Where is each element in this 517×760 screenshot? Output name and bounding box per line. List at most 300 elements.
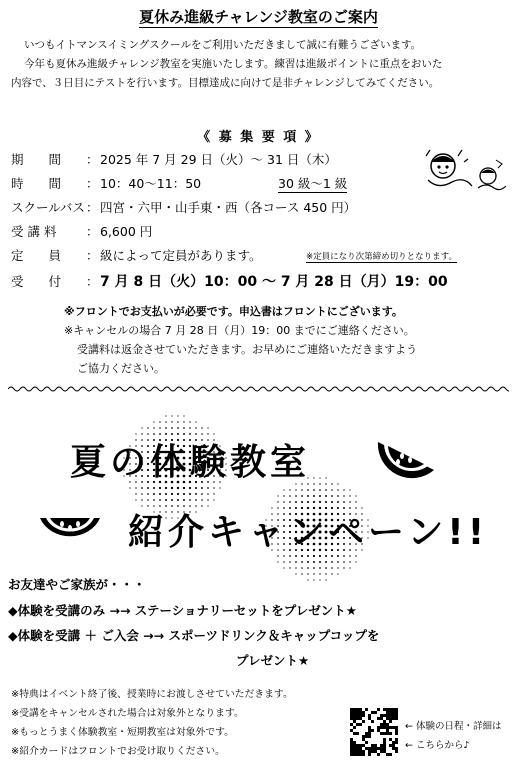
qr-module (392, 741, 395, 744)
halftone-dot (159, 487, 161, 489)
qr-module (380, 726, 383, 729)
promo-lead: お友達やご家族が・・・ (8, 577, 146, 592)
halftone-dot (289, 495, 291, 497)
qr-module (365, 741, 368, 744)
halftone-dot (319, 495, 321, 497)
halftone-dot (301, 561, 303, 563)
qr-module (359, 744, 362, 747)
qr-module (362, 750, 365, 753)
qr-module (353, 708, 356, 711)
qr-module (377, 726, 380, 729)
qr-module (368, 732, 371, 735)
halftone-dot (165, 415, 166, 416)
qr-module (353, 732, 356, 735)
qr-module (353, 711, 356, 714)
qr-module (389, 726, 392, 729)
halftone-dot (171, 427, 173, 429)
qr-module (356, 753, 359, 756)
halftone-dot (313, 573, 314, 574)
halftone-dot (147, 487, 149, 489)
qr-module (368, 753, 371, 756)
qr-module (383, 744, 386, 747)
qr-module (389, 738, 392, 741)
qr-module (377, 729, 380, 732)
halftone-dot (207, 427, 208, 428)
halftone-dot (301, 567, 303, 569)
halftone-dot (331, 489, 333, 491)
halftone-dot (201, 487, 203, 489)
halftone-dot (355, 561, 356, 562)
intro-line-3: 内容で、３日目にテストを行います。目標達成に向けて是非チャレンジしてみてください。 (11, 77, 440, 89)
halftone-dot (165, 487, 167, 489)
halftone-dot (195, 493, 197, 495)
halftone-dot (177, 487, 179, 489)
period-value: 2025 年 7 月 29 日（火）～ 31 日（木） (100, 152, 337, 167)
halftone-dot (183, 427, 185, 429)
qr-module (356, 723, 359, 726)
cancel-note-1: ※キャンセルの場合 7 月 28 日（月）19：00 までにご連絡ください。 (64, 324, 415, 337)
halftone-dot (349, 567, 350, 568)
halftone-dot (343, 555, 345, 557)
halftone-dot (307, 555, 309, 557)
halftone-dot (307, 567, 309, 569)
halftone-dot (171, 421, 172, 422)
halftone-dot (313, 579, 314, 580)
cancel-note-2: 受講料は返金させていただきます。お早めにご連絡いただきますよう (77, 343, 418, 356)
halftone-dot (319, 573, 320, 574)
halftone-dot (325, 573, 326, 574)
qr-module (383, 750, 386, 753)
qr-module (350, 729, 353, 732)
halftone-dot (213, 499, 214, 500)
qr-module (392, 744, 395, 747)
qr-module (365, 747, 368, 750)
halftone-dot (189, 499, 191, 501)
watermelon-icon (36, 510, 104, 550)
qr-module (386, 729, 389, 732)
qr-module (395, 711, 398, 714)
halftone-dot (283, 555, 285, 557)
halftone-dot (165, 421, 166, 422)
qr-module (395, 708, 398, 711)
fee-label: 受 講 料 (11, 224, 57, 239)
qr-module (362, 711, 365, 714)
capacity-value: 級によって定員があります。 (100, 248, 262, 263)
qr-module (386, 732, 389, 735)
halftone-dot (183, 487, 185, 489)
colon: ： (86, 152, 99, 167)
halftone-dot (325, 489, 327, 491)
halftone-dot (189, 421, 190, 422)
halftone-dot (337, 573, 338, 574)
qr-module (353, 714, 356, 717)
qr-module (389, 720, 392, 723)
qr-module (389, 753, 392, 756)
halftone-dot (289, 561, 291, 563)
qr-module (386, 753, 389, 756)
halftone-dot (313, 501, 315, 503)
qr-caption-line2: ← こちらから♪ (405, 740, 470, 751)
halftone-dot (283, 567, 284, 568)
qr-module (374, 750, 377, 753)
halftone-dot (277, 555, 278, 556)
halftone-dot (135, 487, 136, 488)
qr-module (392, 708, 395, 711)
halftone-dot (189, 493, 191, 495)
intro-line-2: 今年も夏休み進級チャレンジ教室を実施いたします。練習は進級ポイントに重点をおいた (24, 58, 443, 70)
qr-module (383, 747, 386, 750)
halftone-dot (195, 421, 196, 422)
qr-module (362, 753, 365, 756)
qr-module (380, 750, 383, 753)
footnote-2: ※受講をキャンセルされた場合は対象外となります。 (11, 708, 244, 719)
halftone-dot (337, 561, 339, 563)
period-label: 期 間 (11, 152, 62, 167)
qr-module (350, 723, 353, 726)
halftone-dot (147, 493, 149, 495)
halftone-dot (301, 489, 303, 491)
halftone-dot (177, 415, 178, 416)
halftone-dot (325, 495, 327, 497)
qr-module (350, 753, 353, 756)
halftone-dot (343, 567, 344, 568)
qr-module (386, 708, 389, 711)
halftone-dot (153, 499, 155, 501)
halftone-dot (313, 489, 315, 491)
halftone-dot (159, 427, 161, 429)
halftone-dot (135, 493, 136, 494)
qr-module (356, 717, 359, 720)
halftone-dot (141, 499, 142, 500)
offer-2-continued: プレゼント★ (236, 653, 310, 668)
halftone-dot (319, 567, 321, 569)
qr-module (392, 726, 395, 729)
qr-module (383, 738, 386, 741)
qr-module (386, 711, 389, 714)
qr-module (389, 708, 392, 711)
halftone-dot (337, 483, 338, 484)
qr-module (374, 744, 377, 747)
qr-module (395, 738, 398, 741)
qr-module (368, 729, 371, 732)
halftone-dot (337, 495, 339, 497)
colon: ： (86, 176, 99, 191)
halftone-dot (207, 493, 209, 495)
halftone-dot (147, 499, 149, 501)
qr-module (371, 720, 374, 723)
halftone-dot (349, 501, 351, 503)
halftone-dot (301, 555, 303, 557)
qr-module (350, 741, 353, 744)
qr-module (377, 747, 380, 750)
qr-module (383, 732, 386, 735)
halftone-dot (201, 493, 203, 495)
qr-module (371, 711, 374, 714)
qr-module (353, 717, 356, 720)
halftone-dot (165, 493, 167, 495)
halftone-dot (201, 499, 203, 501)
qr-module (359, 723, 362, 726)
halftone-dot (301, 495, 303, 497)
qr-module (365, 732, 368, 735)
halftone-dot (177, 427, 179, 429)
qr-module (362, 735, 365, 738)
halftone-dot (331, 573, 332, 574)
halftone-dot (171, 499, 173, 501)
bus-label: スクールバス (11, 200, 85, 215)
halftone-dot (171, 415, 172, 416)
halftone-dot (183, 415, 184, 416)
qr-module (392, 747, 395, 750)
qr-caption-line1: ← 体験の日程・詳細は (405, 721, 502, 732)
qr-module (356, 714, 359, 717)
halftone-dot (295, 489, 296, 490)
qr-module (395, 726, 398, 729)
halftone-dot (129, 487, 130, 488)
halftone-dot (307, 579, 308, 580)
halftone-dot (141, 493, 143, 495)
qr-module (392, 711, 395, 714)
halftone-dot (141, 487, 143, 489)
footnote-4: ※紹介カードはフロントでお受け取りください。 (11, 746, 225, 757)
front-note: ※フロントでお支払いが必要です。申込書はフロントにございます。 (64, 305, 403, 318)
qr-module (356, 747, 359, 750)
halftone-dot (213, 487, 214, 488)
qr-module (359, 711, 362, 714)
halftone-dot (349, 489, 350, 490)
halftone-dot (349, 561, 350, 562)
promo-title-line2: 紹介キャンペーン!! (128, 512, 489, 553)
halftone-dot (313, 567, 315, 569)
colon: ： (86, 224, 99, 239)
qr-module (353, 750, 356, 753)
qr-module (383, 720, 386, 723)
page-title (0, 6, 517, 27)
halftone-dot (195, 499, 197, 501)
qr-module (350, 714, 353, 717)
qr-module (374, 747, 377, 750)
halftone-dot (343, 495, 345, 497)
halftone-dot (177, 499, 179, 501)
qr-module (356, 750, 359, 753)
qr-module (386, 714, 389, 717)
halftone-dot (153, 427, 154, 428)
qr-module (377, 753, 380, 756)
halftone-dot (295, 573, 296, 574)
qr-module (380, 717, 383, 720)
halftone-dot (289, 555, 291, 557)
halftone-dot (277, 501, 278, 502)
qr-module (383, 708, 386, 711)
halftone-dot (153, 487, 155, 489)
halftone-dot (147, 427, 148, 428)
qr-module (353, 747, 356, 750)
reception-label: 受 付 (11, 274, 62, 289)
qr-module (350, 738, 353, 741)
capacity-note: ※定員になり次第締め切りとなります。 (306, 252, 457, 262)
qr-module (356, 732, 359, 735)
qr-module (395, 747, 398, 750)
qr-module (389, 714, 392, 717)
halftone-dot (295, 567, 296, 568)
qr-module (395, 750, 398, 753)
qr-module (389, 717, 392, 720)
qr-module (353, 720, 356, 723)
halftone-dot (277, 561, 278, 562)
qr-module (371, 744, 374, 747)
halftone-dot (325, 561, 327, 563)
halftone-dot (313, 483, 314, 484)
halftone-dot (337, 489, 338, 490)
halftone-dot (219, 487, 220, 488)
halftone-dot (165, 499, 167, 501)
halftone-dot (349, 555, 351, 557)
qr-code-icon[interactable] (350, 708, 398, 756)
qr-module (359, 708, 362, 711)
halftone-dot (325, 555, 327, 557)
halftone-dot (283, 501, 285, 503)
halftone-dot (159, 493, 161, 495)
qr-module (380, 732, 383, 735)
qr-module (356, 711, 359, 714)
qr-module (350, 747, 353, 750)
intro-line-1: いつもイトマンスイミングスクールをご利用いただきまして誠に有難うございます。 (24, 39, 422, 51)
halftone-dot (325, 483, 326, 484)
qr-module (359, 717, 362, 720)
qr-module (392, 714, 395, 717)
qr-module (386, 723, 389, 726)
qr-module (383, 741, 386, 744)
halftone-dot (207, 499, 208, 500)
offer-2: ◆体験を受講 ＋ ご入会 →→ スポーツドリンク＆キャップコップを (8, 628, 380, 643)
halftone-dot (295, 501, 297, 503)
qr-module (368, 726, 371, 729)
qr-module (389, 711, 392, 714)
halftone-dot (195, 487, 197, 489)
colon: ： (86, 274, 99, 289)
halftone-dot (325, 567, 327, 569)
qr-module (395, 729, 398, 732)
halftone-dot (177, 421, 178, 422)
halftone-dot (301, 501, 303, 503)
colon: ： (86, 200, 99, 215)
halftone-dot (313, 477, 314, 478)
qr-module (362, 744, 365, 747)
qr-module (395, 717, 398, 720)
halftone-dot (313, 555, 315, 557)
halftone-dot (319, 477, 320, 478)
halftone-dot (289, 489, 290, 490)
halftone-dot (195, 427, 196, 428)
halftone-dot (331, 561, 333, 563)
qr-module (350, 750, 353, 753)
halftone-dot (201, 427, 202, 428)
halftone-dot (301, 573, 302, 574)
halftone-dot (319, 579, 320, 580)
halftone-dot (171, 493, 173, 495)
qr-module (371, 750, 374, 753)
qr-module (365, 708, 368, 711)
halftone-dot (283, 489, 284, 490)
halftone-dot (135, 499, 136, 500)
halftone-dot (289, 567, 290, 568)
halftone-dot (325, 501, 327, 503)
halftone-dot (319, 483, 320, 484)
qr-module (359, 747, 362, 750)
halftone-dot (319, 555, 321, 557)
qr-module (362, 714, 365, 717)
halftone-dot (171, 487, 173, 489)
halftone-dot (319, 561, 321, 563)
qr-module (356, 708, 359, 711)
promo-title-line1: 夏の体験教室 (70, 442, 311, 483)
time-value: 10：40～11：50 (100, 176, 202, 191)
halftone-dot (283, 561, 284, 562)
qr-module (371, 747, 374, 750)
qr-module (395, 741, 398, 744)
qr-module (350, 711, 353, 714)
halftone-dot (153, 493, 155, 495)
halftone-dot (159, 421, 160, 422)
halftone-dot (189, 427, 191, 429)
qr-module (374, 711, 377, 714)
halftone-dot (349, 495, 350, 496)
halftone-dot (313, 561, 315, 563)
qr-module (395, 732, 398, 735)
qr-module (380, 744, 383, 747)
qr-module (353, 753, 356, 756)
halftone-dot (307, 561, 309, 563)
halftone-dot (277, 495, 278, 496)
halftone-dot (165, 427, 167, 429)
qr-module (395, 714, 398, 717)
qr-module (356, 744, 359, 747)
halftone-dot (307, 573, 308, 574)
halftone-dot (189, 487, 191, 489)
qr-module (380, 714, 383, 717)
qr-module (383, 726, 386, 729)
halftone-dot (295, 555, 297, 557)
halftone-dot (325, 477, 326, 478)
qr-module (350, 744, 353, 747)
reception-value: 7 月 8 日（火）10：00 ～ 7 月 28 日（月）19：00 (100, 274, 448, 290)
wavy-divider (8, 384, 509, 394)
qr-module (389, 732, 392, 735)
qr-module (365, 735, 368, 738)
qr-module (371, 729, 374, 732)
qr-module (353, 741, 356, 744)
capacity-label: 定 員 (11, 248, 62, 263)
section-heading: 《 募 集 要 項 》 (197, 130, 320, 145)
halftone-dot (331, 501, 333, 503)
bus-value: 四宮・六甲・山手東・西（各コース 450 円） (100, 200, 357, 215)
halftone-dot (337, 501, 339, 503)
fee-value: 6,600 円 (100, 224, 153, 239)
qr-module (368, 747, 371, 750)
halftone-dot (331, 483, 332, 484)
halftone-dot (183, 499, 185, 501)
halftone-dot (355, 555, 356, 556)
qr-module (350, 708, 353, 711)
qr-module (353, 726, 356, 729)
qr-module (380, 723, 383, 726)
qr-module (389, 744, 392, 747)
halftone-dot (355, 501, 356, 502)
halftone-dot (295, 561, 297, 563)
qr-module (353, 744, 356, 747)
qr-module (368, 717, 371, 720)
halftone-dot (213, 493, 214, 494)
